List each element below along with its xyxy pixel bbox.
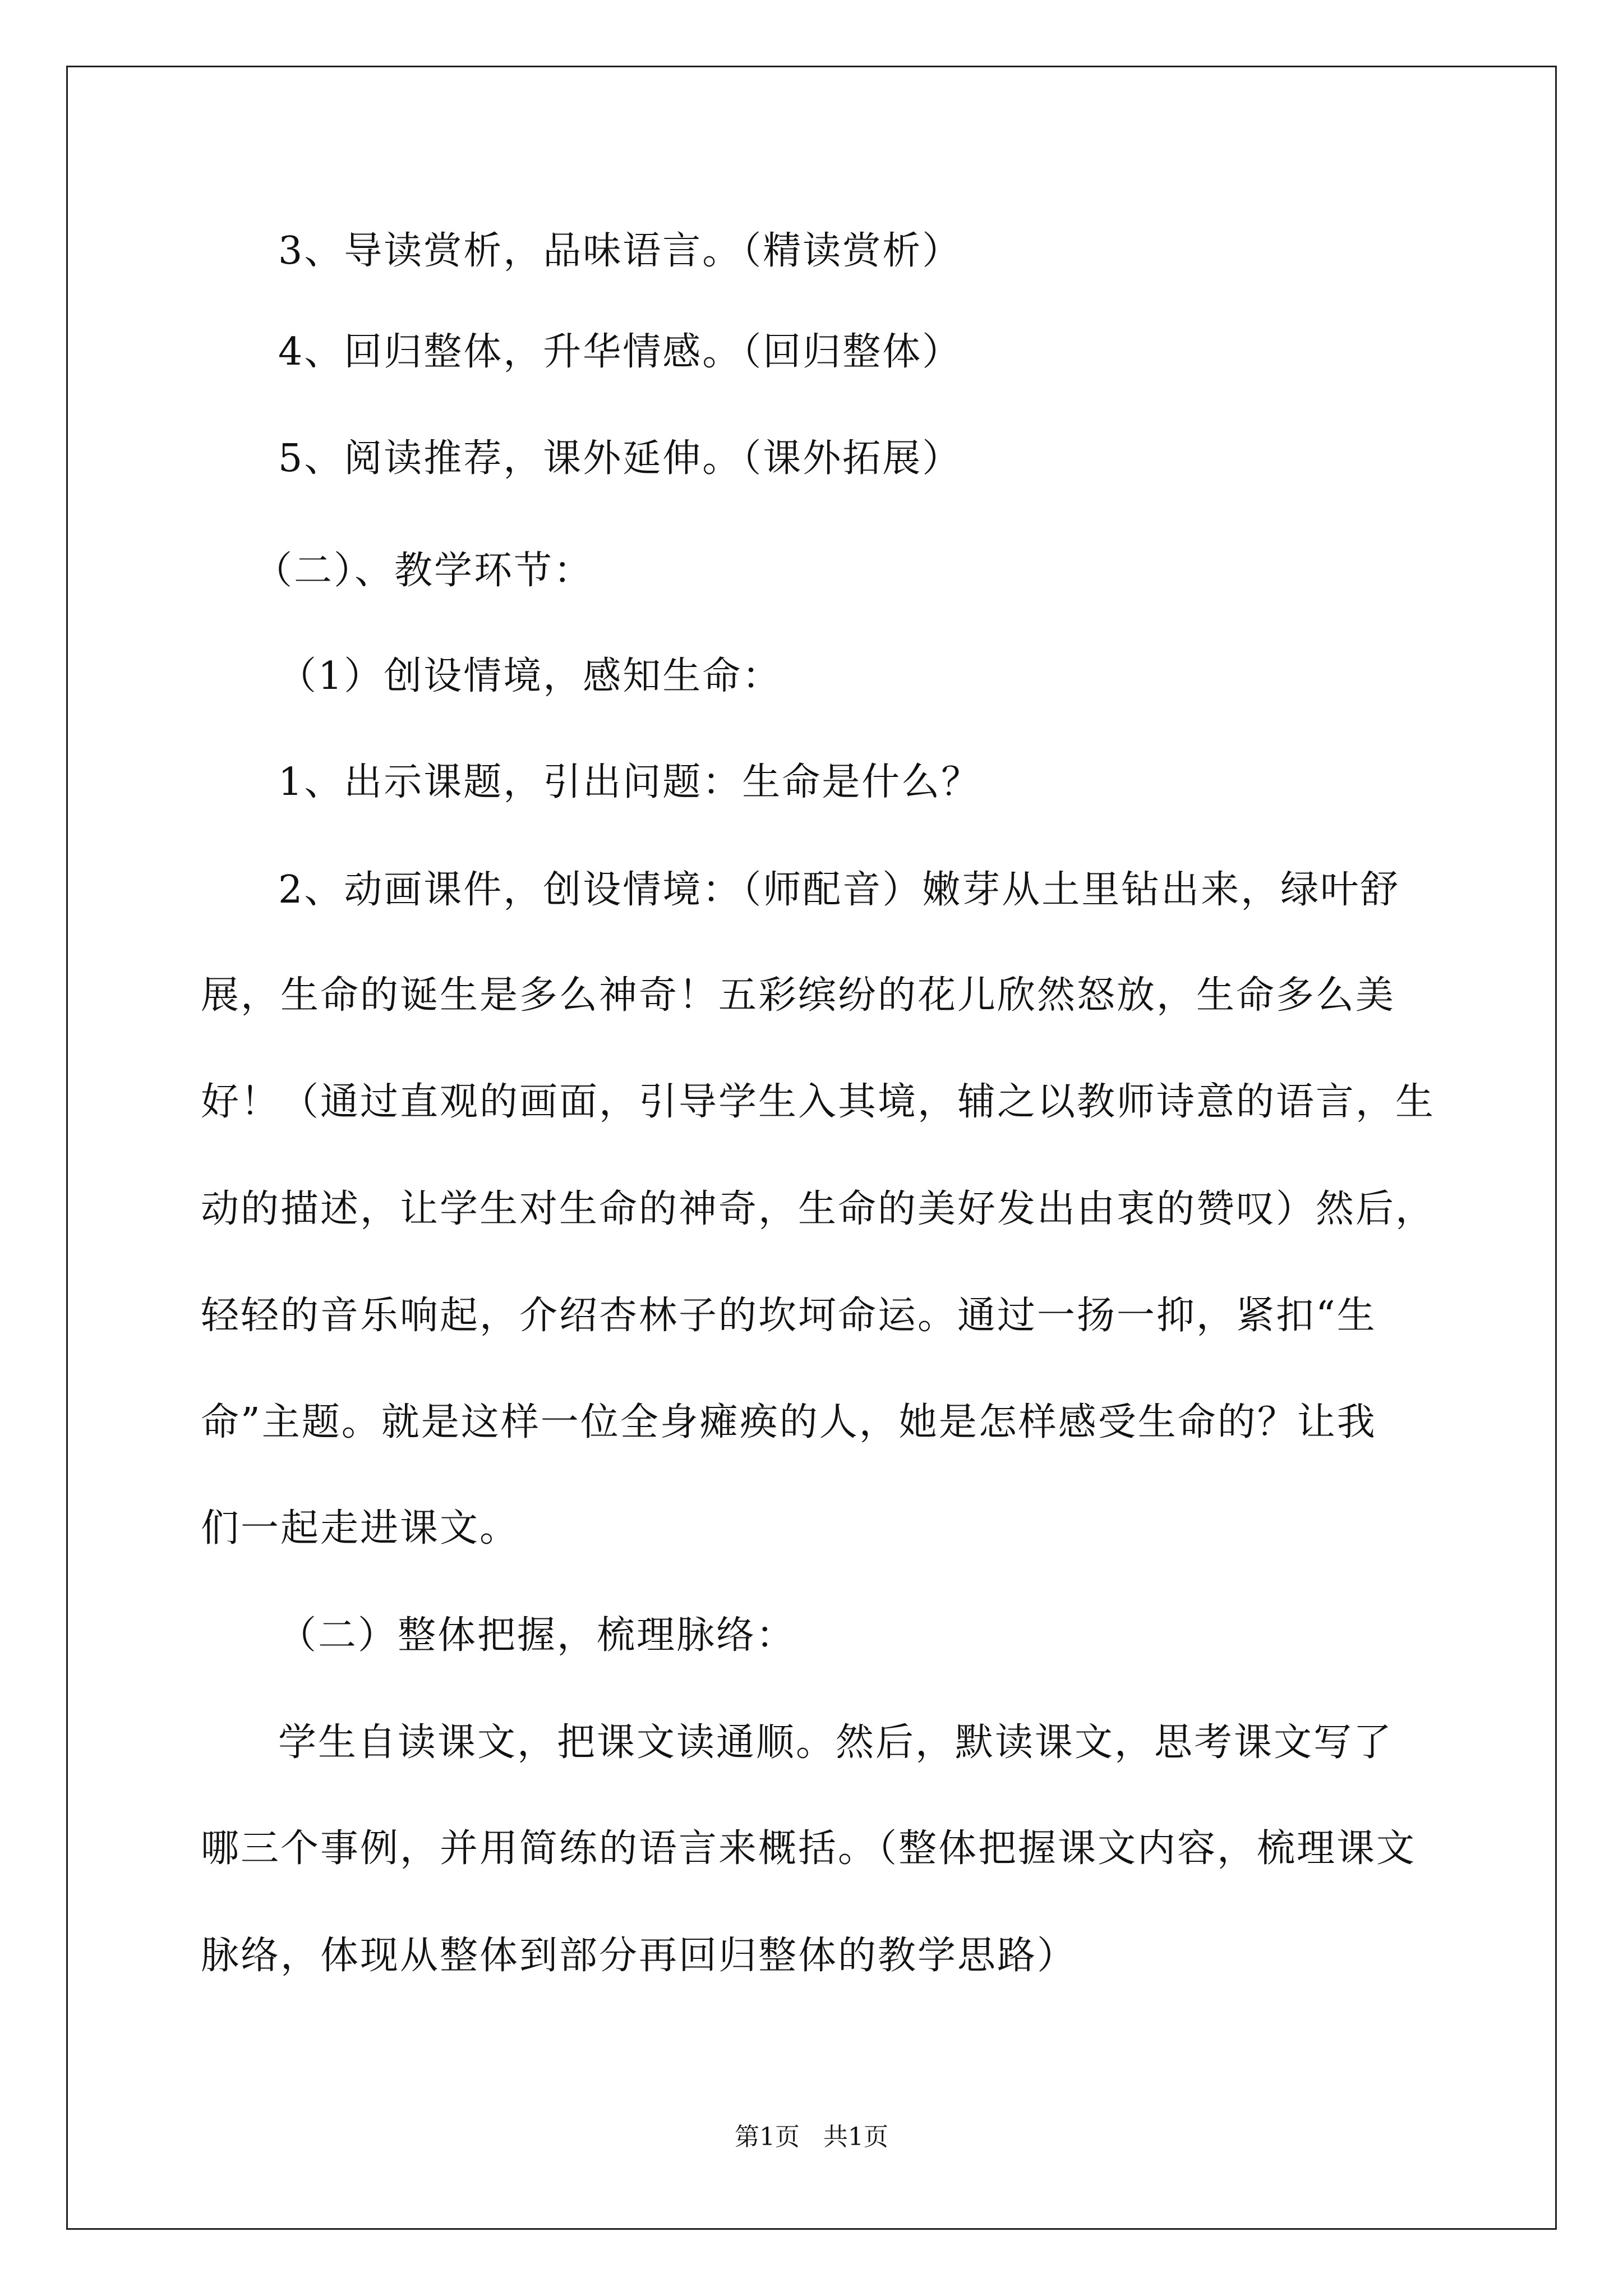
text-line-8: 展，生命的诞生是多么神奇！五彩缤纷的花儿欣然怒放，生命多么美 (201, 973, 1396, 1018)
text-line-17: 脉络，体现从整体到部分再回归整体的教学思路） (201, 1934, 1077, 1978)
subsection-heading-1: （1）创设情境，感知生命： (278, 654, 782, 698)
section-heading-teaching-steps: （二）、教学环节： (254, 549, 594, 593)
text-line-13: 们一起走进课文。 (201, 1506, 520, 1550)
text-line-16: 哪三个事例，并用简练的语言来概括。（整体把握课文内容，梳理课文 (201, 1826, 1417, 1871)
page-number-footer: 第1页 共1页 (735, 2123, 888, 2151)
text-line-2: 4、回归整体，升华情感。（回归整体） (278, 330, 962, 374)
text-line-11: 轻轻的音乐响起，介绍杏林子的坎坷命运。通过一扬一抑，紧扣“生 (201, 1294, 1377, 1338)
page-border (66, 66, 1557, 2230)
text-line-3: 5、阅读推荐，课外延伸。（课外拓展） (278, 436, 962, 481)
text-line-1: 3、导读赏析，品味语言。（精读赏析） (278, 229, 962, 273)
subsection-heading-2: （二）整体把握，梳理脉络： (278, 1613, 796, 1658)
text-line-7: 2、动画课件，创设情境：（师配音）嫩芽从土里钻出来，绿叶舒 (278, 868, 1400, 912)
text-line-9: 好！（通过直观的画面，引导学生入其境，辅之以教师诗意的语言，生 (201, 1080, 1436, 1124)
text-line-6: 1、出示课题，引出问题：生命是什么？ (278, 760, 981, 804)
text-line-10: 动的描述，让学生对生命的神奇，生命的美好发出由衷的赞叹）然后， (201, 1187, 1436, 1231)
text-line-15: 学生自读课文，把课文读通顺。然后，默读课文，思考课文写了 (278, 1720, 1394, 1765)
text-line-12: 命”主题。就是这样一位全身瘫痪的人，她是怎样感受生命的？让我 (201, 1400, 1377, 1444)
